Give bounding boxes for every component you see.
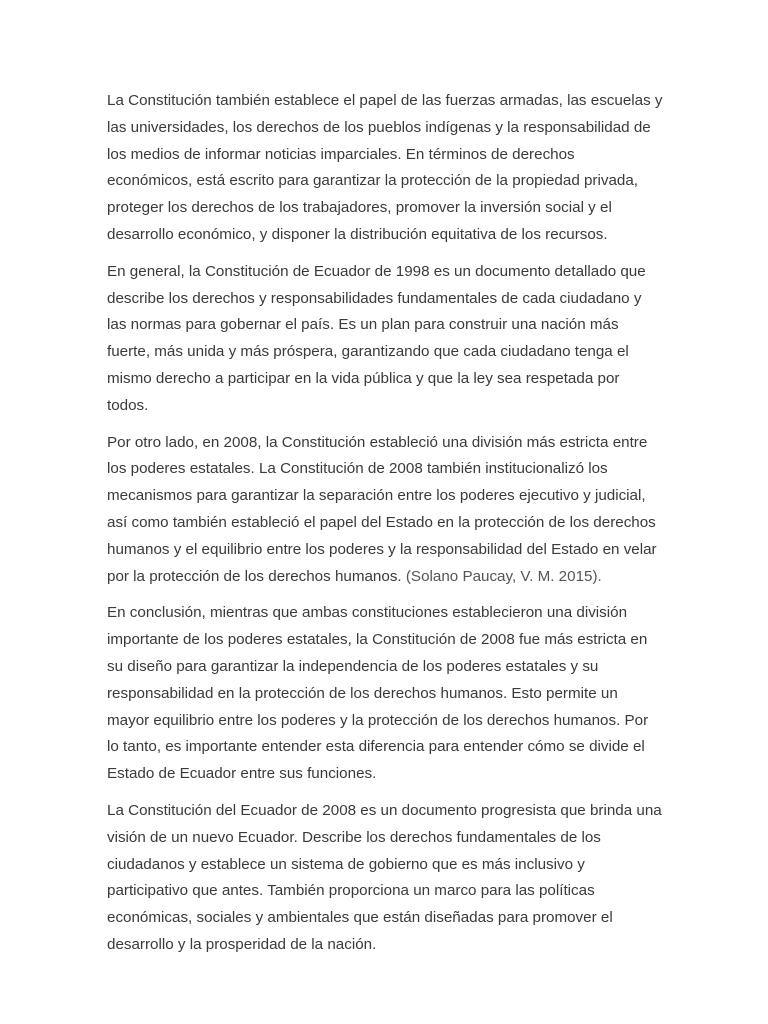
paragraph-text: En general, la Constitución de Ecuador de 1998 es un documento detallado que describe los derechos y responsabilidades fundamentales de cada ciudadano y las normas para gobernar el país. Es un plan para construir una nación más fuerte, más unida y más próspera, garantizando que cada ciudadano tenga el mismo derecho a participar en la vida pública y que la ley sea respetada por todos. [107,262,646,414]
paragraph-text: En conclusión, mientras que ambas constituciones establecieron una división importante de los poderes estatales, la Constitución de 2008 fue más estricta en su diseño para garantizar la independencia de los poderes estatales y su responsabilidad en la protección de los derechos humanos. Esto permite un mayor equilibrio entre los poderes y la protección de los derechos humanos. Por lo tanto, es importante entender esta diferencia para entender cómo se divide el Estado de Ecuador entre sus funciones. [107,604,649,783]
citation: (Solano Paucay, V. M. 2015). [405,567,602,585]
paragraph-constitucion-2008 [107,430,663,591]
paragraph-text: La Constitución también establece el papel de las fuerzas armadas, las escuelas y las universidades, los derechos de los pueblos indígenas y la responsabilidad de los medios de informar noticias imparciales. En términos de derechos económicos, está escrito para garantizar la protección de la propiedad privada, proteger los derechos de los trabajadores, promover la inversión social y el desarrollo económico, y disponer la distribución equitativa de los recursos. [107,92,663,243]
paragraph-text: Por otro lado, en 2008, la Constitución estableció una división más estricta entre los poderes estatales. La Constitución de 2008 también institucionalizó los mecanismos para garantizar la separación entre los poderes ejecutivo y judicial, así como también estableció el papel del Estado en la protección de los derechos humanos y el equilibrio entre los poderes y la responsabilidad del Estado en velar por la protección de los derechos humanos. [107,433,657,585]
paragraph-progresista [107,798,663,959]
paragraph-text: La Constitución del Ecuador de 2008 es un documento progresista que brinda una visión de un nuevo Ecuador. Describe los derechos fundamentales de los ciudadanos y establece un sistema de gobierno que es más inclusivo y participativo que antes. También proporciona un marco para las políticas económicas, sociales y ambientales que están diseñadas para promover el desarrollo y la prosperidad de la nación. [107,801,662,953]
paragraph-constitucion-1998 [107,259,663,420]
document-body [107,88,663,969]
paragraph-conclusion [107,600,663,788]
paragraph-fuerzas-armadas [107,88,663,249]
